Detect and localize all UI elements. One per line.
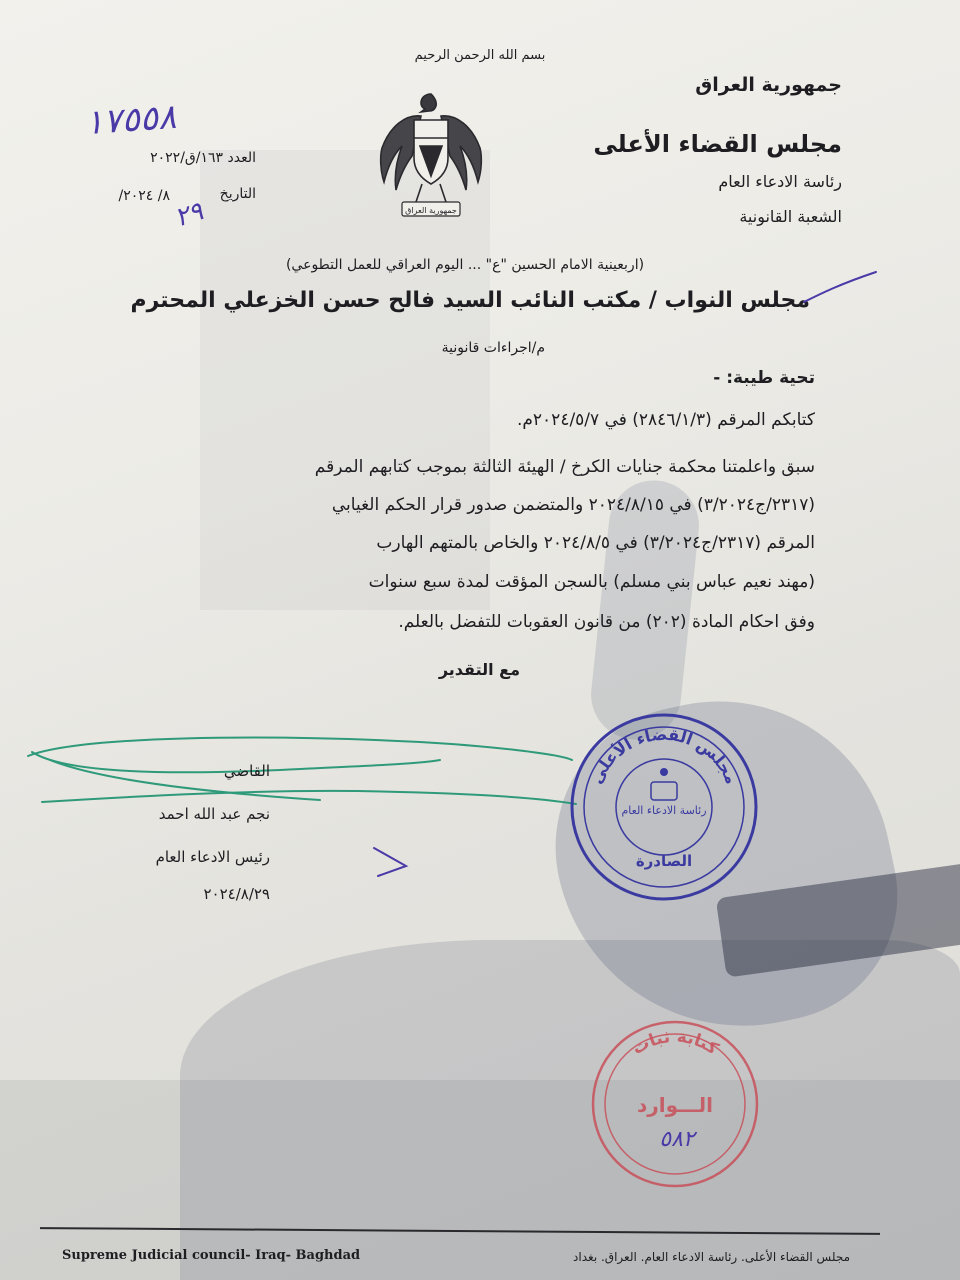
stamp-red-top: كتابة ثبات (628, 1026, 722, 1060)
stamp-blue-bottom: الصادرة (635, 852, 693, 870)
reference-number: العدد ١٦٣/ق/٢٠٢٢ (150, 150, 256, 166)
check-mark-icon (360, 842, 420, 882)
header-presidency: رئاسة الادعاء العام (718, 172, 842, 191)
official-stamp-blue-icon (567, 710, 762, 905)
handwritten-day: ٢٩ (171, 196, 207, 234)
shadow-overlay (587, 476, 704, 744)
header-council: مجلس القضاء الأعلى (593, 130, 842, 158)
stamp-red-number: ٥٨٢ (659, 1127, 695, 1152)
reference-date-label: التاريخ (219, 186, 256, 202)
footer-divider (40, 1227, 880, 1235)
handwritten-signature-icon (20, 730, 580, 820)
signatory-role: رئيس الادعاء العام (155, 848, 270, 866)
svg-text:كتابة ثبات (629, 1027, 722, 1059)
greeting: تحية طيبة: - (713, 368, 815, 388)
handwritten-incoming-number: ١٧٥٥٨ (83, 96, 178, 144)
emblem-caption: جمهورية العراق (405, 206, 457, 215)
stamp-red-middle: الـــوارد (636, 1093, 714, 1117)
signatory-date: ٢٠٢٤/٨/٢٩ (203, 885, 270, 903)
body-line: (٢٣١٧/ج٣/٢٠٢٤) في ٢٠٢٤/٨/١٥ والمتضمن صدور قرار الحكم الغيابي (331, 495, 815, 515)
addressee: مجلس النواب / مكتب النائب السيد فالح حسن الخزعلي المحترم (130, 288, 810, 313)
body-line: المرقم (٢٣١٧/ج٣/٢٠٢٤) في ٢٠٢٤/٨/٥ والخاص بالمتهم الهارب (376, 533, 815, 553)
stamp-blue-top: مجلس القضاء الأعلى (586, 724, 742, 787)
iraq-eagle-emblem-icon (376, 86, 486, 226)
slogan: (اربعينية الامام الحسين "ع" ... اليوم العراقي للعمل التطوعي) (285, 257, 645, 273)
signatory-title: القاضي (223, 762, 270, 780)
body-line: كتابكم المرقم (٢٨٤٦/١/٣) في ٢٠٢٤/٥/٧م. (516, 410, 815, 430)
bismillah: بسم الله الرحمن الرحيم (414, 48, 546, 63)
reference-date-value: /٨/ ٢٠٢٤ (118, 188, 170, 204)
pen-mark-icon (800, 268, 880, 308)
footer-arabic: مجلس القضاء الأعلى. رئاسة الادعاء العام. العراق. بغداد (573, 1250, 850, 1264)
header-division: الشعبة القانونية (739, 207, 842, 226)
footer-english: Supreme Judicial council- Iraq- Baghdad (62, 1248, 361, 1263)
closing-regards: مع التقدير (438, 660, 520, 679)
subject-line: م/اجراءات قانونية (441, 340, 545, 356)
body-line: سبق واعلمتنا محكمة جنايات الكرخ / الهيئة الثالثة بموجب كتابهم المرقم (314, 457, 815, 477)
stamp-blue-middle: رئاسة الادعاء العام (621, 804, 707, 817)
body-line: (مهند نعيم عباس بني مسلم) بالسجن المؤقت لمدة سبع سنوات (368, 572, 815, 592)
body-line: وفق احكام المادة (٢٠٢) من قانون العقوبات للتفضل بالعلم. (398, 612, 815, 632)
signatory-name: نجم عبد الله احمد (158, 805, 270, 823)
header-republic: جمهورية العراق (695, 74, 842, 96)
incoming-stamp-red-icon (585, 1012, 765, 1192)
